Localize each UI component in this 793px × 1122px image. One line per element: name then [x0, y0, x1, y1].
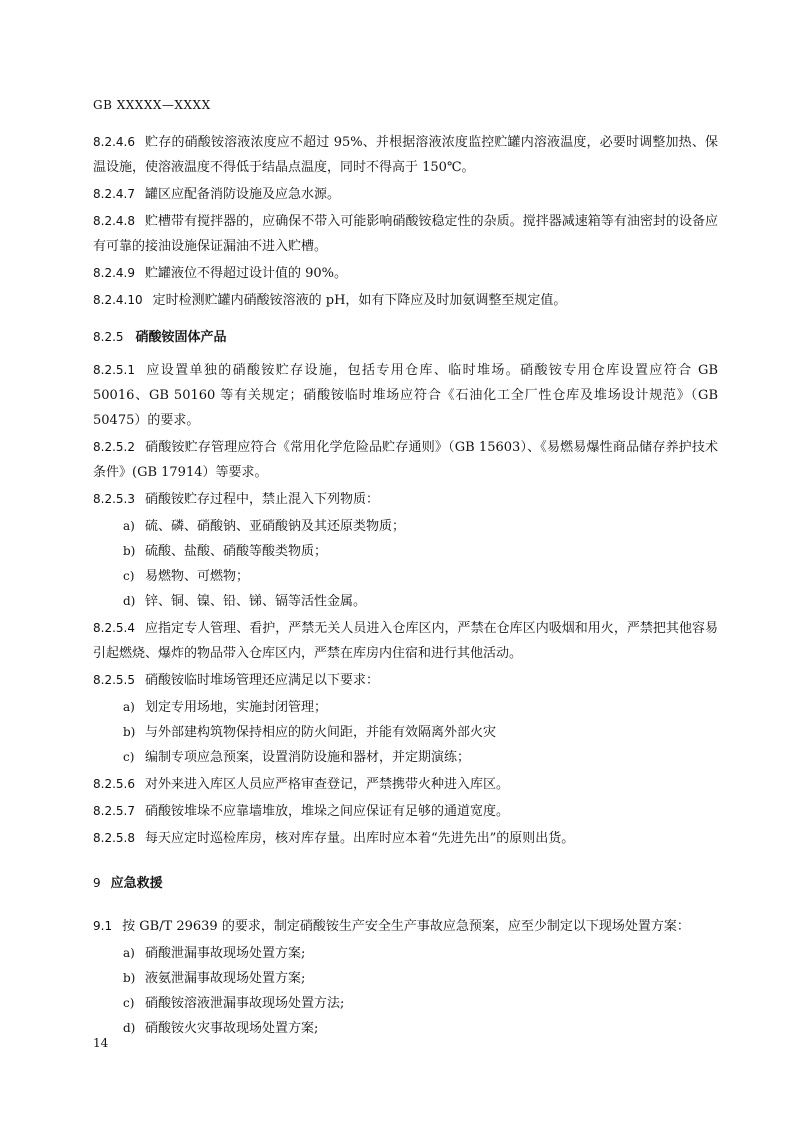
clause-text: 贮罐液位不得超过设计值的 90%。: [144, 266, 348, 281]
clause-8-2-5-2: [93, 435, 718, 485]
clause-number: 8.2.5.7: [93, 804, 135, 818]
clause-number: 8.2.5.1: [93, 363, 135, 377]
list-item: [93, 991, 718, 1016]
clause-text: 应指定专人管理、看护，严禁无关人员进入仓库区内，严禁在仓库区内吸烟和用火，严禁把其他容易引起燃烧、爆炸的物品带入仓库区内，严禁在库房内住宿和进行其他活动。: [93, 621, 718, 661]
section-heading-8-2-5: [93, 325, 718, 350]
clause-text: 硝酸铵贮存管理应符合《常用化学危险品贮存通则》（GB 15603）、《易燃易爆性商品储存养护技术条件》(GB 17914）等要求。: [93, 440, 718, 480]
section-heading-9: [93, 871, 718, 896]
list-item-text: 液氨泄漏事故现场处置方案;: [145, 971, 306, 986]
page-number: 14: [93, 1036, 109, 1050]
list-item: [93, 745, 718, 770]
clause-8-2-5-1: [93, 358, 718, 433]
clause-9-1: [93, 914, 718, 939]
list-item-label: b): [123, 544, 136, 558]
clause-8-2-4-8: [93, 209, 718, 259]
clause-number: 8.2.4.10: [93, 293, 143, 307]
clause-8-2-4-10: [93, 288, 718, 313]
list-item-label: c): [123, 996, 135, 1010]
list-item-label: b): [123, 725, 136, 739]
clause-8-2-4-7: [93, 182, 718, 207]
clause-8-2-5-3: [93, 487, 718, 512]
list-item-label: c): [123, 750, 135, 764]
list-item-label: d): [123, 594, 136, 608]
section-title: 硝酸铵固体产品: [135, 330, 227, 345]
list-item-text: 硝酸铵溶液泄漏事故现场处置方法;: [145, 996, 345, 1011]
list-item: [93, 966, 718, 991]
list-item: [93, 589, 718, 614]
list-item: [93, 564, 718, 589]
clause-text: 每天应定时巡检库房，核对库存量。出库时应本着“先进先出”的原则出货。: [144, 831, 575, 846]
clause-8-2-5-5: [93, 668, 718, 693]
section-number: 9: [93, 876, 101, 890]
clause-number: 8.2.4.6: [93, 135, 135, 149]
list-item-text: 易燃物、可燃物；: [145, 569, 250, 584]
clause-number: 8.2.4.9: [93, 266, 135, 280]
section-title: 应急救援: [110, 876, 163, 891]
clause-8-2-5-6: [93, 772, 718, 797]
list-item-text: 与外部建构筑物保持相应的防火间距，并能有效隔离外部火灾: [145, 725, 497, 740]
clause-text: 硝酸铵贮存过程中，禁止混入下列物质：: [144, 492, 379, 507]
list-item-text: 硫、磷、硝酸钠、亚硝酸钠及其还原类物质；: [145, 519, 406, 534]
list-8-2-5-5: [93, 695, 718, 770]
clause-number: 9.1: [93, 919, 113, 933]
list-item-text: 划定专用场地，实施封闭管理；: [145, 700, 328, 715]
clause-8-2-4-6: [93, 130, 718, 180]
list-item-label: c): [123, 569, 135, 583]
clause-8-2-4-9: [93, 261, 718, 286]
list-item-text: 硝酸铵火灾事故现场处置方案;: [145, 1021, 319, 1036]
list-item: [93, 941, 718, 966]
list-item-label: d): [123, 1021, 136, 1035]
list-item-text: 锌、铜、镍、铅、锑、镉等活性金属。: [145, 594, 367, 609]
list-8-2-5-3: [93, 514, 718, 614]
clause-text: 定时检测贮罐内硝酸铵溶液的 pH，如有下降应及时加氨调整至规定值。: [152, 293, 567, 308]
clause-8-2-5-7: [93, 799, 718, 824]
clause-8-2-5-4: [93, 616, 718, 666]
list-item-text: 硫酸、盐酸、硝酸等酸类物质；: [145, 544, 328, 559]
list-item-text: 编制专项应急预案，设置消防设施和器材，并定期演练；: [145, 750, 471, 765]
clause-number: 8.2.5.8: [93, 831, 135, 845]
clause-text: 对外来进入库区人员应严格审查登记，严禁携带火种进入库区。: [144, 777, 509, 792]
list-item: [93, 720, 718, 745]
clause-text: 按 GB/T 29639 的要求，制定硝酸铵生产安全生产事故应急预案，应至少制定以下现场处置方案：: [122, 919, 690, 934]
clause-text: 贮存的硝酸铵溶液浓度应不超过 95%、并根据溶液浓度监控贮罐内溶液温度，必要时调整加热、保温设施，使溶液温度不得低于结晶点温度，同时不得高于 150℃。: [93, 135, 718, 175]
list-item-label: b): [123, 971, 136, 985]
list-item: [93, 1016, 718, 1041]
clause-number: 8.2.5.5: [93, 673, 135, 687]
clause-number: 8.2.5.2: [93, 440, 135, 454]
clause-number: 8.2.4.7: [93, 187, 135, 201]
list-item-label: a): [123, 519, 135, 533]
list-9-1: [93, 941, 718, 1041]
clause-text: 罐区应配备消防设施及应急水源。: [144, 187, 340, 202]
clause-text: 贮槽带有搅拌器的，应确保不带入可能影响硝酸铵稳定性的杂质。搅拌器减速箱等有油密封的设备应有可靠的接油设施保证漏油不进入贮槽。: [93, 214, 718, 254]
clause-text: 硝酸铵临时堆场管理还应满足以下要求：: [144, 673, 379, 688]
list-item: [93, 539, 718, 564]
clause-number: 8.2.5.3: [93, 492, 135, 506]
clause-text: 应设置单独的硝酸铵贮存设施，包括专用仓库、临时堆场。硝酸铵专用仓库设置应符合 GB 50016、GB 50160 等有关规定；硝酸铵临时堆场应符合《石油化工全厂性仓库及堆场设计规范》（GB 50475）的要求。: [93, 363, 718, 428]
list-item-text: 硝酸泄漏事故现场处置方案;: [145, 946, 306, 961]
section-number: 8.2.5: [93, 330, 124, 344]
clause-number: 8.2.5.6: [93, 777, 135, 791]
page-content: [93, 130, 718, 1043]
list-item-label: a): [123, 700, 135, 714]
clause-number: 8.2.4.8: [93, 214, 135, 228]
clause-8-2-5-8: [93, 826, 718, 851]
list-item-label: a): [123, 946, 135, 960]
list-item: [93, 514, 718, 539]
clause-number: 8.2.5.4: [93, 621, 135, 635]
list-item: [93, 695, 718, 720]
clause-text: 硝酸铵堆垛不应靠墙堆放，堆垛之间应保证有足够的通道宽度。: [144, 804, 509, 819]
document-id-header: GB XXXXX—XXXX: [93, 98, 211, 112]
